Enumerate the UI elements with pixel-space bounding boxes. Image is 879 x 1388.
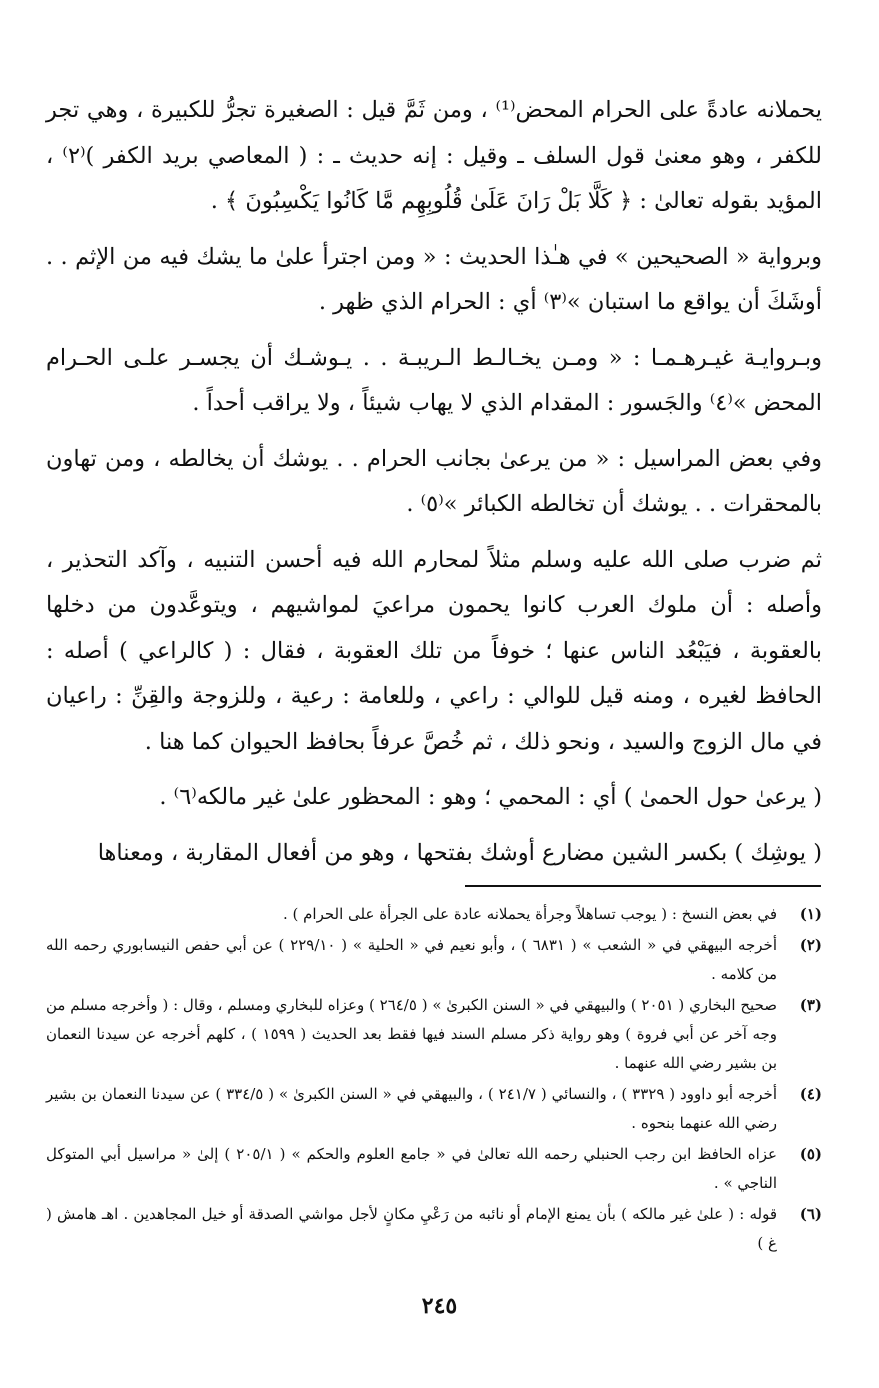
- footnote-text: في بعض النسخ : ( يوجب تساهلاً وجرأة يحملانه عادة على الجرأة على الحرام ) .: [282, 905, 777, 923]
- paragraph-4: وفي بعض المراسيل : « من يرعىٰ بجانب الحرام . . يوشك أن يخالطه ، ومن تهاون بالمحقرات . . يوشك أن تخالطه الكبائر »⁽٥⁾ .: [46, 445, 822, 517]
- paragraph-7: ( يوشِك ) بكسر الشين مضارع أوشك بفتحها ، وهو من أفعال المقاربة ، ومعناها: [97, 839, 822, 866]
- footnote-separator: [465, 885, 821, 887]
- footnote-4: [46, 1080, 822, 1138]
- footnote-text: صحيح البخاري ( ٢٠٥١ ) والبيهقي في « السنن الكبرىٰ » ( ٢٦٤/٥ ) وعزاه للبخاري ومسلم ، وقال : ( وأخرجه مسلم من وجه آخر عن أبي فروة ) وهو رواية ذكر مسلم السند فيها فقط بعد الحديث ( ١٥٩٩ ) ، كلهم أخرجه عن سيدنا النعمان بن بشير رضي الله عنهما .: [46, 996, 777, 1072]
- footnotes: [46, 900, 822, 1260]
- footnote-6: [46, 1200, 822, 1258]
- paragraph-3: وبـروايـة غيـرهـمـا : « ومـن يخـالـط الـريبـة . . يـوشـك أن يجسـر علـى الحـرام المحض »⁽٤⁾ والجَسور : المقدام الذي لا يهاب شيئاً ، ولا يراقب أحداً .: [46, 344, 822, 416]
- footnote-text: أخرجه أبو داوود ( ٣٣٢٩ ) ، والنسائي ( ٢٤١/٧ ) ، والبيهقي في « السنن الكبرىٰ » ( ٣٣٤/٥ ) عن سيدنا النعمان بن بشير رضي الله عنهما بنحوه .: [46, 1085, 777, 1132]
- footnote-1: [46, 900, 822, 929]
- paragraph-2: وبرواية « الصحيحين » في هـٰذا الحديث : « ومن اجترأ علىٰ ما يشك فيه من الإثم . . أوشَكَ أن يواقع ما استبان »⁽٣⁾ أي : الحرام الذي ظهر .: [46, 243, 822, 315]
- footnote-number: (٤): [799, 1085, 822, 1103]
- footnote-text: أخرجه البيهقي في « الشعب » ( ٦٨٣١ ) ، وأبو نعيم في « الحلية » ( ٢٢٩/١٠ ) عن أبي حفص النيسابوري رحمه الله من كلامه .: [46, 936, 777, 983]
- footnote-2: [46, 931, 822, 989]
- paragraph-6: ( يرعىٰ حول الحمىٰ ) أي : المحمي ؛ وهو : المحظور علىٰ غير مالكه⁽٦⁾ .: [159, 784, 822, 810]
- footnote-3: [46, 991, 822, 1078]
- page-number: ٢٤٥: [421, 1293, 458, 1319]
- footnote-number: (١): [799, 905, 822, 923]
- footnote-text: عزاه الحافظ ابن رجب الحنبلي رحمه الله تعالىٰ في « جامع العلوم والحكم » ( ٢٠٥/١ ) إلىٰ « مراسيل أبي المتوكل الناجي » .: [46, 1145, 777, 1192]
- footnote-text: قوله : ( علىٰ غير مالكه ) بأن يمنع الإمام أو نائبه من رَعْيِ مكانٍ لأجل مواشي الصدقة أو خيل المجاهدين . اهـ هامش ( غ ): [46, 1205, 777, 1252]
- paragraph-5: ثم ضرب صلى الله عليه وسلم مثلاً لمحارم الله فيه أحسن التنبيه ، وآكد التحذير ، وأصله : أن ملوك العرب كانوا يحمون مراعيَ لمواشيهم ، ويتوعَّدون من دخلها بالعقوبة ، فيَبْعُد الناس عنها ؛ خوفاً من تلك العقوبة ، فقال : ( كالراعي ) أصله : الحافظ لغيره ، ومنه قيل للوالي : راعي ، وللعامة : رعية ، وللزوجة والقِنِّ : راعيان في مال الزوج والسيد ، ونحو ذلك ، ثم خُصَّ عرفاً بحافظ الحيوان كما هنا .: [46, 546, 822, 755]
- footnote-5: [46, 1140, 822, 1198]
- footnote-number: (٦): [799, 1205, 822, 1223]
- main-text: [46, 88, 822, 876]
- footnote-number: (٥): [799, 1145, 822, 1163]
- paragraph-1: يحملانه عادةً على الحرام المحض⁽¹⁾ ، ومن ثَمَّ قيل : الصغيرة تجرُّ للكبيرة ، وهي تجر للكفر ، وهو معنىٰ قول السلف ـ وقيل : إنه حديث ـ : ( المعاصي بريد الكفر )⁽٢⁾ ، المؤيد بقوله تعالىٰ : ﴿ كَلَّا بَلْ رَانَ عَلَىٰ قُلُوبِهِم مَّا كَانُوا يَكْسِبُونَ ﴾ .: [46, 97, 822, 214]
- footnote-number: (٣): [799, 996, 822, 1014]
- footnote-number: (٢): [799, 936, 822, 954]
